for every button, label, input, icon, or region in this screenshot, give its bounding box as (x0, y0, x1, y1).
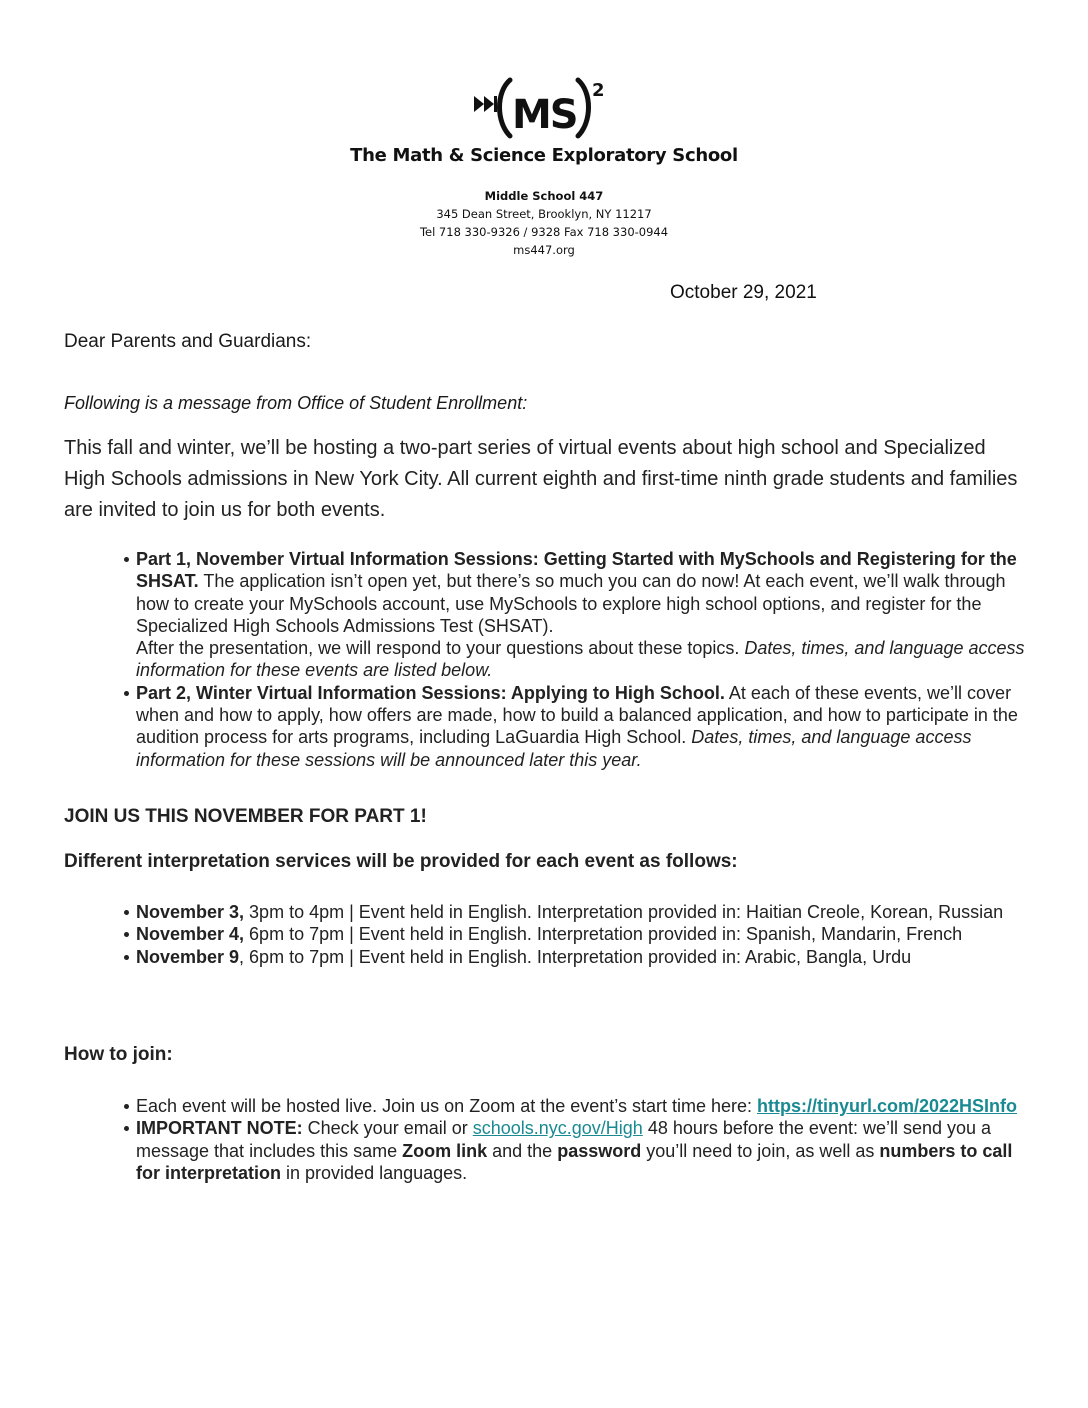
list-item-important-note (116, 1117, 1036, 1184)
event-dates-list (116, 901, 1016, 968)
school-address: 345 Dean Street, Brooklyn, NY 11217 (436, 207, 652, 221)
part-1-body: The application isn’t open yet, but there’s so much you can do now! At each event, we’ll walk through how to create your MySchools account, use MySchools to explore high school options, and register for the Specialized High Schools Admissions Test (SHSAT). (136, 571, 1006, 636)
interpretation-numbers-emphasis: numbers to call for interpretation (136, 1140, 1013, 1183)
join-zoom-text: Each event will be hosted live. Join us on Zoom at the event’s start time here: (136, 1096, 757, 1116)
list-item-part-2 (116, 682, 1036, 771)
list-item-join-zoom (116, 1095, 1036, 1117)
school-website: ms447.org (513, 243, 575, 257)
part-1-body2: After the presentation, we will respond to your questions about these topics. (136, 638, 745, 659)
event-details: 6pm to 7pm | Event held in English. Interpretation provided in: Spanish, Mandarin, French (244, 924, 963, 945)
important-note-text: you’ll need to join, as well as (641, 1140, 880, 1161)
list-item-part-1 (116, 548, 1036, 682)
event-date: November 4, (136, 924, 245, 945)
event-date: November 9 (136, 946, 240, 967)
svg-text:2: 2 (592, 80, 605, 101)
intro-paragraph: This fall and winter, we’ll be hosting a two-part series of virtual events about high school and Specialized High Schools admissions in New York City. All current eighth and first-time ninth grade students and families are invited to join us for both events. (64, 437, 1018, 521)
join-heading: JOIN US THIS NOVEMBER FOR PART 1! (64, 806, 427, 827)
part-1-title: Part 1, November Virtual Information Sessions: Getting Started with MySchools and Registering for the SHSAT. (136, 549, 1017, 592)
part-2-body: At each of these events, we’ll cover when and how to apply, how offers are made, how to build a balanced application, and how to participate in the audition process for arts programs, including LaGuardia High School. (136, 682, 1018, 748)
event-date: November 3, (136, 902, 245, 922)
schools-nyc-link[interactable]: schools.nyc.gov/High (472, 1118, 643, 1139)
event-details: , 6pm to 7pm | Event held in English. Interpretation provided in: Arabic, Bangla, Urdu (239, 946, 912, 967)
intro-note: Following is a message from Office of Student Enrollment: (64, 393, 528, 413)
part-1-note: Dates, times, and language access information for these events are listed below. (136, 638, 1025, 681)
join-instructions-list (116, 1095, 1036, 1184)
list-item-event (116, 923, 1016, 945)
school-phone-fax: Tel 718 330-9326 / 9328 Fax 718 330-0944 (419, 225, 669, 239)
important-note-text: 48 hours before the event: we’ll send you a message that includes this same (136, 1118, 992, 1161)
svg-text:MS: MS (512, 92, 577, 138)
interpretation-heading: Different interpretation services will be provided for each event as follows: (64, 851, 738, 872)
how-to-join-heading: How to join: (64, 1044, 173, 1065)
password-emphasis: password (557, 1140, 642, 1161)
important-note-text: and the (487, 1140, 558, 1161)
list-item-event (116, 946, 1016, 968)
school-logo (470, 74, 630, 146)
important-note-text: Check your email or (302, 1118, 473, 1139)
part-2-title: Part 2, Winter Virtual Information Sessions: Applying to High School. (136, 682, 725, 703)
list-item-event (116, 901, 1016, 923)
event-parts-list (116, 548, 1036, 771)
event-details: 3pm to 4pm | Event held in English. Interpretation provided in: Haitian Creole, Korean, Russian (244, 902, 1004, 922)
salutation: Dear Parents and Guardians: (64, 331, 312, 352)
important-note-text: in provided languages. (281, 1162, 468, 1183)
zoom-link[interactable]: https://tinyurl.com/2022HSInfo (757, 1096, 1018, 1116)
school-address-block (380, 187, 708, 259)
letter-date: October 29, 2021 (670, 282, 817, 303)
zoom-link-emphasis: Zoom link (402, 1140, 488, 1161)
school-number: Middle School 447 (484, 189, 604, 203)
part-2-note: Dates, times, and language access information for these sessions will be announced later this year. (136, 727, 972, 770)
important-note-label: IMPORTANT NOTE: (136, 1118, 303, 1139)
school-name: The Math & Science Exploratory School (350, 145, 738, 166)
